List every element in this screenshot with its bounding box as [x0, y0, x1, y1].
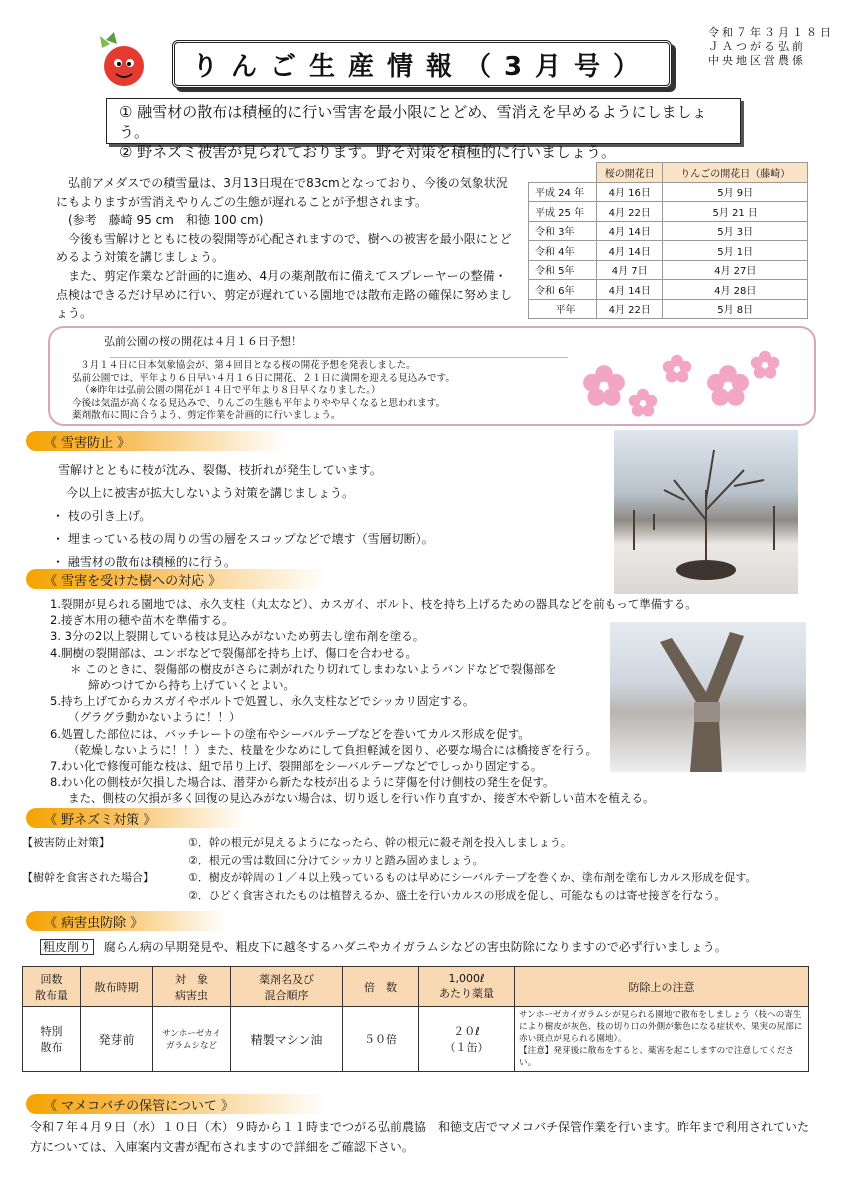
- cherry-date-cell: 4月 14日: [597, 221, 663, 241]
- sakura-flower-icon: [628, 388, 658, 418]
- apple-date-cell: 4月 28日: [663, 280, 808, 300]
- rough-bark-badge: 粗皮削り: [40, 939, 94, 955]
- spray-timing-cell: 発芽前: [81, 1007, 153, 1072]
- apple-date-cell: 4月 27日: [663, 260, 808, 280]
- dept-name: 中央地区営農係: [708, 54, 806, 67]
- text-line: ＊ このときに、裂傷部の樹皮がさらに剥がれたり切れてしまわないようバンドなどで裂傷部を: [70, 661, 557, 676]
- cherry-date-cell: 4月 7日: [597, 260, 663, 280]
- table-header: [529, 163, 597, 183]
- year-cell: 平成 25 年: [529, 202, 597, 222]
- apple-date-cell: 5月 1日: [663, 241, 808, 261]
- year-cell: 平成 24 年: [529, 182, 597, 202]
- table-row: [529, 241, 808, 261]
- intro-text: [56, 174, 518, 323]
- table-header-row: [23, 967, 809, 1007]
- year-cell: 令和 4年: [529, 241, 597, 261]
- sakura-heading: 弘前公園の桜の開花は４月１６日予想！: [104, 335, 302, 348]
- org-name: ＪＡつがる弘前: [708, 40, 806, 53]
- mouse-row: [22, 887, 812, 905]
- mouse-row: [22, 852, 812, 870]
- sakura-line: 薬剤散布に間に合うよう、剪定作業を計画的に行いましょう。: [72, 410, 341, 422]
- table-row: [529, 182, 808, 202]
- table-row: [23, 1007, 809, 1072]
- key-point: ② 野ネズミ被害が見られております。野そ対策を積極的に行いましょう。: [119, 143, 617, 161]
- mouse-row: [22, 834, 812, 852]
- table-row: [529, 260, 808, 280]
- year-cell: 令和 6年: [529, 280, 597, 300]
- sakura-flower-icon: [706, 364, 750, 408]
- mouse-row-label: [22, 852, 188, 870]
- key-point: ① 融雪材の散布は積極的に行い雪害を最小限にとどめ、雪消えを早めるようにしましょう。: [119, 103, 707, 141]
- table-row: [529, 202, 808, 222]
- text-line: また、側枝の欠損が多く回復の見込みがない場合は、切り返しを行い作り直すか、接ぎ木や新しい苗木を植える。: [68, 791, 655, 806]
- text-line: （グラグラ動かないように！！）: [68, 710, 241, 725]
- year-cell: 平年: [529, 299, 597, 319]
- spray-schedule-table: [22, 966, 809, 1072]
- pest-intro-text: 腐らん病の早期発見や、粗皮下に越冬するハダニやカイガラムシなどの害虫防除になりますので必ず行いましょう。: [103, 940, 727, 954]
- intro-paragraph: 弘前アメダスでの積雪量は、3月13日現在で83cmとなっており、今後の気象状況にもよりますが雪消えやりんごの生態が遅れることが予想されます。: [56, 176, 508, 209]
- cherry-date-cell: 4月 22日: [597, 299, 663, 319]
- table-header: 1,000ℓ あたり薬量: [419, 967, 515, 1007]
- table-header: 回数 散布量: [23, 967, 81, 1007]
- mouse-row-text: ②．根元の雪は数回に分けてシッカリと踏み固めましょう。: [188, 853, 484, 867]
- table-row: [529, 280, 808, 300]
- chemical-cell: 精製マシン油: [231, 1007, 343, 1072]
- precaution-cell: サンホーゼカイガラムシが見られる園地で散布をしましょう（枝への寄生により樹皮が灰色、枝の切り口の外側が紫色になる症状や、果実の尻部に赤い斑点が見られる園地）。 【注意】発芽後に散布をすると、薬害を起こしますので注意してください。: [515, 1007, 809, 1072]
- mouse-row: [22, 869, 812, 887]
- table-header: 対 象 病害虫: [153, 967, 231, 1007]
- table-header-row: [529, 163, 808, 183]
- sakura-line: 今後は気温が高くなる見込みで、りんごの生態も平年よりやや早くなると思われます。: [72, 397, 446, 409]
- table-header: 散布時期: [81, 967, 153, 1007]
- page-title: りんご生産情報（3月号）: [172, 40, 672, 88]
- text-line: ・ 融雪材の散布は積極的に行う。: [52, 555, 236, 569]
- apple-date-cell: 5月 3日: [663, 221, 808, 241]
- issue-date: 令和７年３月１８日: [708, 26, 834, 39]
- table-header: 薬剤名及び 混合順序: [231, 967, 343, 1007]
- sakura-forecast-box: [48, 326, 816, 426]
- sakura-line: ３月１４日に日本気象協会が、第４回目となる桜の開花予想を発表しました。: [80, 360, 416, 371]
- text-line: 6.処置した部位には、バッチレートの塗布やシーバルテープなどを巻いてカルス形成を促す。: [50, 726, 530, 741]
- key-points-box: [106, 98, 741, 161]
- intro-paragraph: また、剪定作業など計画的に進め、4月の薬剤散布に備えてスプレーヤーの整備・点検はできるだけ早めに行い、剪定が遅れている園地では散布走路の確保に努めましょう。: [56, 268, 513, 321]
- mamekobachi-text: 令和７年４月９日（水）１０日（木）９時から１１時までつがる弘前農協 和徳支店でマメコバチ保管作業を行います。昨年まで利用されていた方については、入庫案内文書が配布されますので詳細をご確認下さい。: [30, 1120, 810, 1154]
- table-header: りんごの開花日（藤崎）: [663, 163, 808, 183]
- mouse-row-text: ①．幹の根元が見えるようになったら、幹の根元に殺そ剤を投入しましょう。: [188, 836, 572, 849]
- text-line: 1.裂開が見られる園地では、永久支柱（丸太など）、カスガイ、ボルト、枝を持ち上げるための器具などを前もって準備する。: [50, 597, 697, 611]
- section-heading-pest: 《 病害虫防除 》: [26, 911, 226, 931]
- section-heading-snow: 《 雪害防止 》: [26, 431, 286, 451]
- sakura-line: 弘前公園では、平年より６日早い４月１６日に開花、２１日に満開を迎える見込みです。: [72, 372, 455, 384]
- cherry-date-cell: 4月 22日: [597, 202, 663, 222]
- intro-paragraph: 今後も雪解けとともに枝の裂開等が心配されますので、樹への被害を最小限にとどめるよう対策を講じましょう。: [56, 231, 512, 265]
- section-heading-mouse: 《 野ネズミ対策 》: [26, 808, 246, 828]
- text-line: 4.胴樹の裂開部は、ユンボなどで裂傷部を持ち上げ、傷口を合わせる。: [50, 645, 418, 660]
- text-line: ・ 枝の引き上げ。: [52, 509, 152, 523]
- sakura-flower-icon: [750, 350, 780, 380]
- snow-damage-text: [52, 461, 598, 572]
- divider: [110, 357, 568, 358]
- intro-reference: (参考 藤崎 95 cm 和徳 100 cm): [68, 213, 264, 228]
- text-line: 2.接ぎ木用の穂や苗木を準備する。: [50, 613, 234, 628]
- table-row: [529, 299, 808, 319]
- sakura-flower-icon: [582, 364, 626, 408]
- pest-intro: [40, 938, 810, 956]
- apple-logo: [92, 30, 150, 90]
- dilution-cell: ５０倍: [343, 1007, 419, 1072]
- mouse-row-text: ①．樹皮が幹周の１／４以上残っているものは早めにシーバルテープを巻くか、塗布剤を塗布しカルス形成を促す。: [188, 871, 757, 885]
- section-heading-damaged-trees: 《 雪害を受けた樹への対応 》: [26, 569, 326, 589]
- target-pest-cell: サンホーゼカイ ガラムシなど: [153, 1007, 231, 1072]
- cherry-date-cell: 4月 16日: [597, 182, 663, 202]
- bloom-date-table: [528, 162, 808, 319]
- apple-date-cell: 5月 8日: [663, 299, 808, 319]
- apple-date-cell: 5月 9日: [663, 182, 808, 202]
- header-meta: [708, 26, 834, 68]
- spray-count-cell: 特別 散布: [23, 1007, 81, 1072]
- table-row: [529, 221, 808, 241]
- table-header: 倍 数: [343, 967, 419, 1007]
- table-header: 防除上の注意: [515, 967, 809, 1007]
- mouse-row-label: 【樹幹を食害された場合】: [22, 871, 154, 885]
- text-line: 7.わい化で修復可能な枝は、紐で吊り上げ、裂開部をシーバルテープなどでしっかり固定する。: [50, 759, 543, 774]
- year-cell: 令和 3年: [529, 221, 597, 241]
- apple-date-cell: 5月 21 日: [663, 202, 808, 222]
- sakura-line: （※昨年は弘前公園の開花が１４日で平年より８日早くなりました。）: [80, 385, 381, 397]
- mouse-measures: [22, 834, 812, 904]
- year-cell: 令和 5年: [529, 260, 597, 280]
- section-heading-mamekobachi: 《 マメコバチの保管について 》: [26, 1094, 326, 1114]
- mouse-row-label: 【被害防止対策】: [22, 836, 110, 849]
- text-line: 今以上に被害が拡大しないよう対策を講じましょう。: [66, 486, 355, 500]
- cherry-date-cell: 4月 14日: [597, 241, 663, 261]
- snowy-orchard-photo: [614, 430, 798, 594]
- mouse-row-label: [22, 887, 188, 905]
- text-line: 5.持ち上げてからカスガイやボルトで処置し、永久支柱などでシッカリ固定する。: [50, 694, 475, 709]
- damaged-tree-photo: [610, 622, 806, 772]
- cherry-date-cell: 4月 14日: [597, 280, 663, 300]
- text-line: 締めつけてから持ち上げていくとよい。: [88, 678, 295, 693]
- text-line: 3. 3分の2以上裂開している枝は見込みがないため剪去し塗布剤を塗る。: [50, 629, 425, 644]
- text-line: ・ 埋まっている枝の周りの雪の層をスコップなどで壊す（雪層切断）。: [52, 532, 434, 546]
- table-header: 桜の開花日: [597, 163, 663, 183]
- text-line: 8.わい化の側枝が欠損した場合は、潜芽から新たな枝が出るように芽傷を付け側枝の発生を促す。: [50, 775, 555, 790]
- sakura-body: [72, 360, 455, 423]
- sakura-flower-icon: [662, 354, 692, 384]
- mouse-row-text: ②．ひどく食害されたものは植替えるか、盛土を行いカルスの形成を促し、可能なものは寄せ接ぎを行なう。: [188, 888, 726, 902]
- text-line: 雪解けとともに枝が沈み、裂傷、枝折れが発生しています。: [58, 463, 382, 477]
- amount-cell: ２０ℓ （１缶）: [419, 1007, 515, 1072]
- text-line: （乾燥しないように！！）また、枝量を少なめにして負担軽減を図り、必要な場合には橋接ぎを行う。: [68, 742, 597, 757]
